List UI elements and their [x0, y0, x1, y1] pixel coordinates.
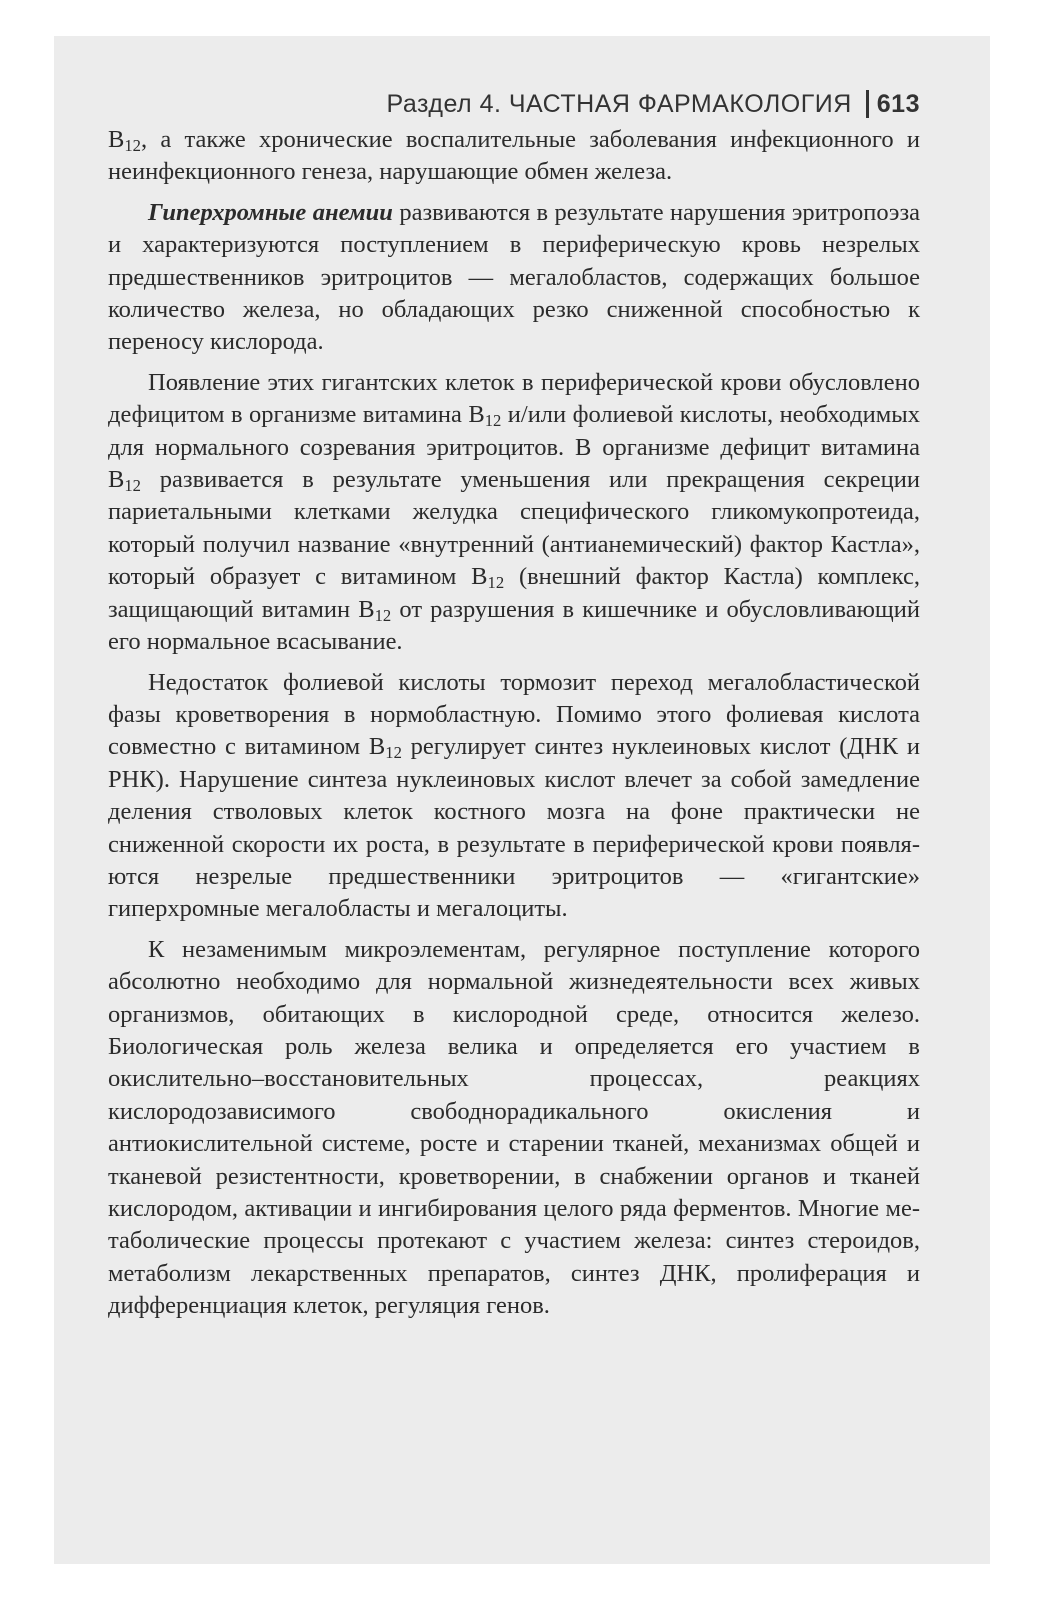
text-run: развивается в результате уменьшения или прекращения секреции париетальными клетками желудка специфического гликомукопротеида, который получил название «внутренний (антианемический) фактор Кастла», который образует с витамином B [108, 466, 920, 591]
subscript: 12 [124, 476, 141, 496]
text-run: и/или фолиевой кислоты, необходимых для нормального созревания эритроцитов. В организме дефицит витамина B [108, 401, 920, 494]
subscript: 12 [385, 743, 402, 763]
text-run: развиваются в результате нарушения эритропоэза и характеризуются поступлением в периферическую кровь незрелых предшественников эритроцитов — мегалобластов, содержащих большое количество железа, но обладающих резко сниженной способностью к переносу кислорода. [108, 198, 921, 356]
text-run: регулирует синтез нуклеиновых кислот (ДНК и РНК). Нарушение синтеза нуклеиновых кислот влечет за собой замедление деления стволовых клеток костного мозга на фоне практически не сниженной скорости их роста, в результате в периферической крови появляются незрелые предшественники эритроцитов — «гигантские» гиперхромные мегалобласты и мегалоциты. [108, 733, 921, 923]
body-text [108, 124, 920, 1331]
paragraph-4 [108, 667, 920, 926]
page-number: 613 [876, 89, 920, 118]
text-run: , а также хронические воспалительные заболевания инфекционного и неинфекционного генеза, нарушающие обмен железа. [108, 126, 920, 186]
paragraph-1 [108, 124, 920, 189]
text-run: Появление этих гигантских клеток в периферической крови обусловлено дефицитом в организме витамина B [108, 368, 920, 429]
subscript: 12 [487, 573, 505, 593]
running-header [108, 84, 920, 124]
paragraph-2 [108, 197, 920, 359]
text-run: Недостаток фолиевой кислоты тормозит переход мегалобластической фазы кроветворения в нормобластную. Помимо этого фолиевая кислота совместно с витамином B [108, 668, 920, 761]
subscript: 12 [484, 411, 502, 431]
text-run: B [108, 126, 125, 153]
text-run: (внешний фактор Кастла) комплекс, защищающий витамин B [108, 563, 921, 623]
text-run: от разрушения в кишечнике и обусловливающий его нормальное всасывание. [108, 595, 920, 656]
text-run: К незаменимым микроэлементам, регулярное поступление которого абсолютно необходимо для нормальной жизнедеятельности всех живых организмов, обитающих в кислородной среде, относится железо. Биологическая роль железа велика и определяется его участием в окислительно–восстановительных процессах, реакциях кислородозависимого свободнорадикального окисления и антиокислительной системе, росте и старении тканей, механизмах общей и тканевой резистентности, кроветворении, в снабжении органов и тканей кислородом, активации и ингибирования целого ряда ферментов. Многие метаболические процессы протекают с участием железа: синтез стероидов, метаболизм лекарственных препаратов, синтез ДНК, пролиферация и дифференциация клеток, регуляция генов. [108, 935, 920, 1320]
section-title: Раздел 4. ЧАСТНАЯ ФАРМАКОЛОГИЯ [386, 89, 852, 118]
paragraph-3 [108, 367, 920, 659]
paragraph-5 [108, 934, 920, 1323]
term-hyperchromic-anemia: Гиперхромные анемии [148, 198, 393, 226]
subscript: 12 [124, 136, 141, 156]
header-divider [866, 90, 869, 118]
subscript: 12 [374, 605, 392, 625]
